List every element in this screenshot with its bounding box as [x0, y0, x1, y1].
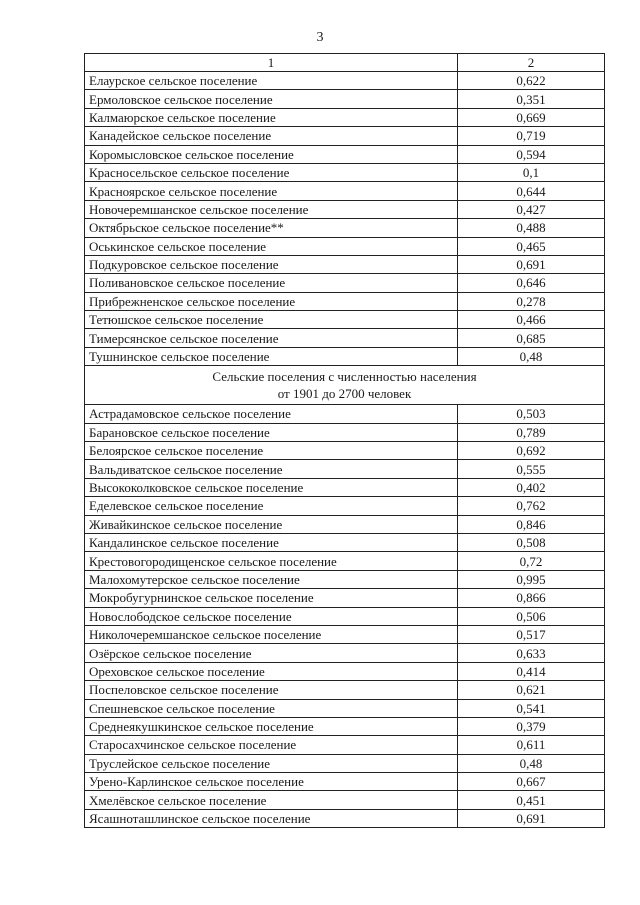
- settlement-name: Урено-Карлинское сельское поселение: [85, 773, 458, 791]
- settlement-value: 0,402: [458, 478, 605, 496]
- settlements-table: [84, 53, 605, 828]
- settlement-name: Поспеловское сельское поселение: [85, 681, 458, 699]
- settlement-name: Еделевское сельское поселение: [85, 497, 458, 515]
- settlement-value: 0,72: [458, 552, 605, 570]
- settlement-name: Подкуровское сельское поселение: [85, 255, 458, 273]
- settlement-name: Астрадамовское сельское поселение: [85, 405, 458, 423]
- table-row: [85, 497, 605, 515]
- settlement-name: Мокробугурнинское сельское поселение: [85, 589, 458, 607]
- settlement-name: Канадейское сельское поселение: [85, 127, 458, 145]
- table-row: [85, 625, 605, 643]
- settlement-value: 0,541: [458, 699, 605, 717]
- settlement-value: 0,611: [458, 736, 605, 754]
- settlement-name: Калмаюрское сельское поселение: [85, 108, 458, 126]
- table-row: [85, 570, 605, 588]
- settlement-value: 0,465: [458, 237, 605, 255]
- column-header-2: 2: [458, 54, 605, 72]
- settlement-value: 0,691: [458, 809, 605, 827]
- settlement-value: 0,278: [458, 292, 605, 310]
- settlement-name: Крестовогородищенское сельское поселение: [85, 552, 458, 570]
- table-row: [85, 182, 605, 200]
- settlement-value: 0,622: [458, 72, 605, 90]
- table-row: [85, 405, 605, 423]
- table-row: [85, 644, 605, 662]
- table-row: [85, 127, 605, 145]
- settlement-name: Белоярское сельское поселение: [85, 442, 458, 460]
- settlement-name: Октябрьское сельское поселение**: [85, 219, 458, 237]
- settlement-value: 0,692: [458, 442, 605, 460]
- settlement-value: 0,48: [458, 754, 605, 772]
- table-row: [85, 478, 605, 496]
- settlement-name: Прибрежненское сельское поселение: [85, 292, 458, 310]
- settlement-name: Красносельское сельское поселение: [85, 163, 458, 181]
- table-row: [85, 108, 605, 126]
- settlement-name: Поливановское сельское поселение: [85, 274, 458, 292]
- settlement-name: Озёрское сельское поселение: [85, 644, 458, 662]
- table-row: [85, 717, 605, 735]
- settlement-value: 0,995: [458, 570, 605, 588]
- table-row: [85, 329, 605, 347]
- settlement-value: 0,762: [458, 497, 605, 515]
- settlement-value: 0,667: [458, 773, 605, 791]
- settlement-name: Спешневское сельское поселение: [85, 699, 458, 717]
- settlement-name: Тушнинское сельское поселение: [85, 347, 458, 365]
- table-row: [85, 754, 605, 772]
- settlement-value: 0,594: [458, 145, 605, 163]
- table-row: [85, 589, 605, 607]
- settlement-value: 0,691: [458, 255, 605, 273]
- table-row: [85, 90, 605, 108]
- settlement-name: Вальдиватское сельское поселение: [85, 460, 458, 478]
- table-row: [85, 552, 605, 570]
- settlement-value: 0,646: [458, 274, 605, 292]
- settlement-value: 0,414: [458, 662, 605, 680]
- settlement-name: Коромысловское сельское поселение: [85, 145, 458, 163]
- table-row: [85, 460, 605, 478]
- table-row: [85, 219, 605, 237]
- settlement-name: Николочеремшанское сельское поселение: [85, 625, 458, 643]
- settlement-name: Хмелёвское сельское поселение: [85, 791, 458, 809]
- table-row: [85, 699, 605, 717]
- table-row: [85, 736, 605, 754]
- settlement-name: Тетюшское сельское поселение: [85, 311, 458, 329]
- settlement-value: 0,48: [458, 347, 605, 365]
- settlement-value: 0,685: [458, 329, 605, 347]
- table-row: [85, 200, 605, 218]
- table-row: [85, 163, 605, 181]
- settlement-name: Новочеремшанское сельское поселение: [85, 200, 458, 218]
- settlement-name: Кандалинское сельское поселение: [85, 533, 458, 551]
- settlement-name: Среднеякушкинское сельское поселение: [85, 717, 458, 735]
- settlement-value: 0,789: [458, 423, 605, 441]
- settlement-name: Ясашноташлинское сельское поселение: [85, 809, 458, 827]
- table-row: [85, 791, 605, 809]
- settlement-name: Малохомутерское сельское поселение: [85, 570, 458, 588]
- section-heading: [85, 366, 605, 405]
- settlement-name: Елаурское сельское поселение: [85, 72, 458, 90]
- table-row: [85, 145, 605, 163]
- settlement-value: 0,866: [458, 589, 605, 607]
- settlement-value: 0,506: [458, 607, 605, 625]
- settlement-value: 0,451: [458, 791, 605, 809]
- table-row: [85, 292, 605, 310]
- settlement-value: 0,466: [458, 311, 605, 329]
- table-row: [85, 607, 605, 625]
- table-row: [85, 662, 605, 680]
- page-number: 3: [316, 30, 324, 45]
- settlement-value: 0,846: [458, 515, 605, 533]
- section-heading-line-2: от 1901 до 2700 человек: [277, 386, 412, 402]
- settlement-value: 0,379: [458, 717, 605, 735]
- section-heading-line-1: Сельские поселения с численностью населения: [212, 369, 477, 385]
- table-row: [85, 442, 605, 460]
- column-header-1: 1: [85, 54, 458, 72]
- settlement-value: 0,633: [458, 644, 605, 662]
- settlement-name: Старосахчинское сельское поселение: [85, 736, 458, 754]
- table-row: [85, 255, 605, 273]
- settlement-name: Тимерсянское сельское поселение: [85, 329, 458, 347]
- section-heading-row: [85, 366, 605, 405]
- settlement-name: Высококолковское сельское поселение: [85, 478, 458, 496]
- settlement-value: 0,1: [458, 163, 605, 181]
- settlement-name: Новослободское сельское поселение: [85, 607, 458, 625]
- settlement-value: 0,427: [458, 200, 605, 218]
- settlement-value: 0,555: [458, 460, 605, 478]
- table-row: [85, 274, 605, 292]
- settlement-name: Ореховское сельское поселение: [85, 662, 458, 680]
- settlement-name: Оськинское сельское поселение: [85, 237, 458, 255]
- settlement-value: 0,719: [458, 127, 605, 145]
- table-row: [85, 773, 605, 791]
- settlement-value: 0,508: [458, 533, 605, 551]
- settlement-value: 0,351: [458, 90, 605, 108]
- settlement-name: Труслейское сельское поселение: [85, 754, 458, 772]
- table-row: [85, 311, 605, 329]
- settlement-value: 0,488: [458, 219, 605, 237]
- settlement-value: 0,669: [458, 108, 605, 126]
- table-row: [85, 681, 605, 699]
- settlement-name: Барановское сельское поселение: [85, 423, 458, 441]
- settlement-name: Живайкинское сельское поселение: [85, 515, 458, 533]
- table-row: [85, 533, 605, 551]
- settlement-value: 0,517: [458, 625, 605, 643]
- table-row: [85, 347, 605, 365]
- table-row: [85, 809, 605, 827]
- settlement-value: 0,621: [458, 681, 605, 699]
- table-row: [85, 72, 605, 90]
- table-header-row: [85, 54, 605, 72]
- settlement-value: 0,503: [458, 405, 605, 423]
- table-row: [85, 515, 605, 533]
- settlement-name: Красноярское сельское поселение: [85, 182, 458, 200]
- settlement-name: Ермоловское сельское поселение: [85, 90, 458, 108]
- table-row: [85, 423, 605, 441]
- table-row: [85, 237, 605, 255]
- settlement-value: 0,644: [458, 182, 605, 200]
